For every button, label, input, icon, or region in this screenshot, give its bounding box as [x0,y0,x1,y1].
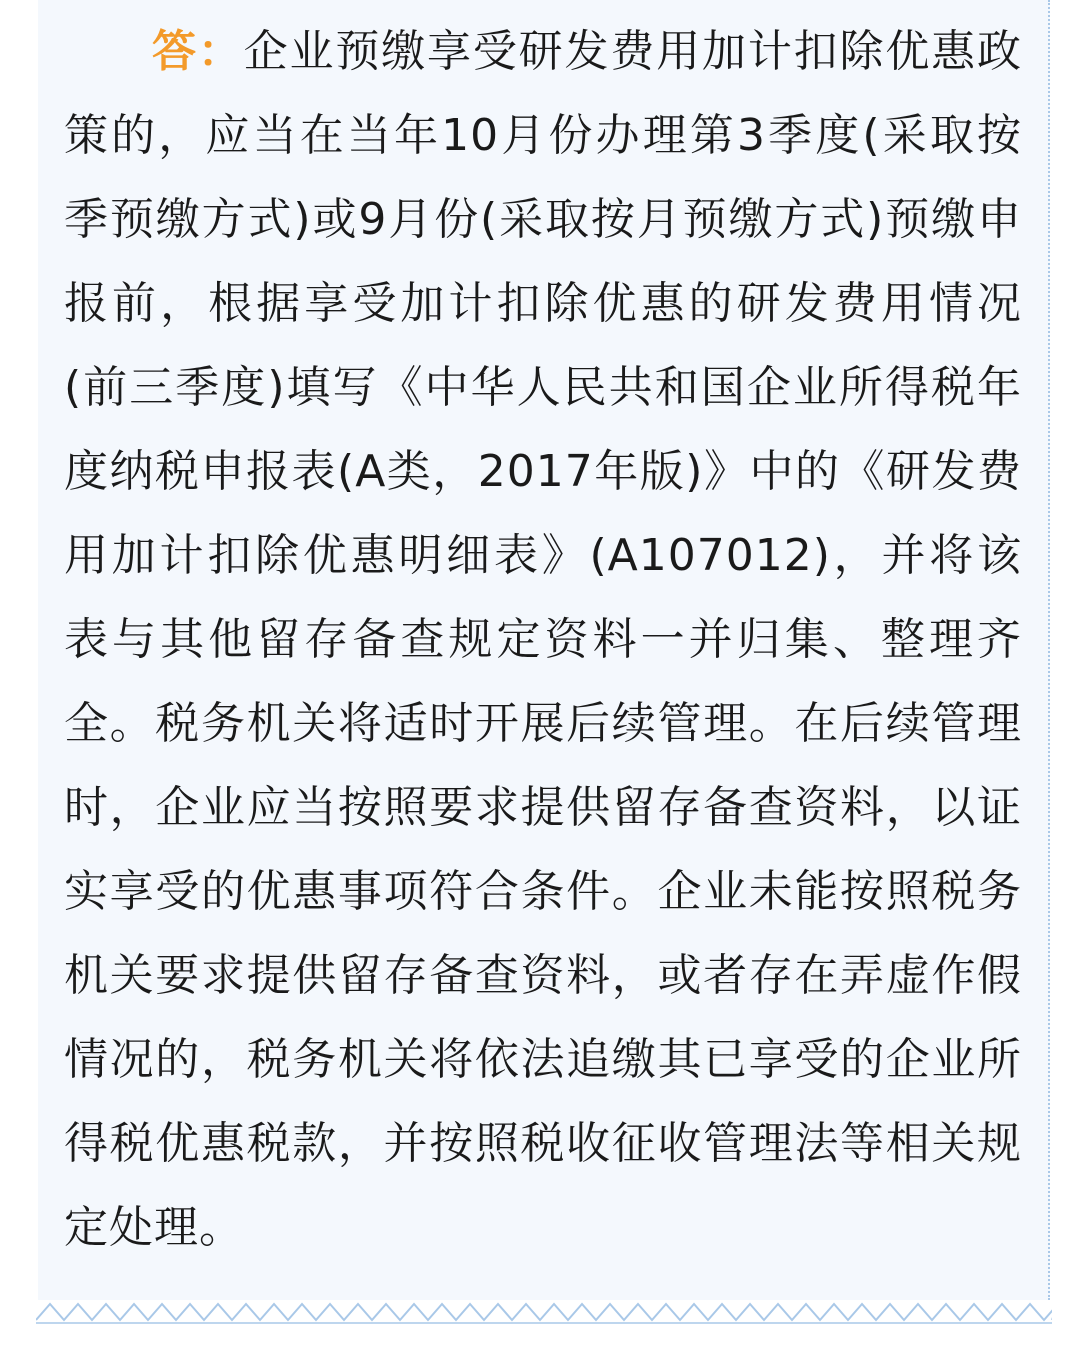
answer-label: 答： [152,26,244,77]
answer-body: 企业预缴享受研发费用加计扣除优惠政策的，应当在当年10月份办理第3季度(采取按季预缴方式)或9月份(采取按月预缴方式)预缴申报前，根据享受加计扣除优惠的研发费用情况(前三季度)填写《中华人民共和国企业所得税年度纳税申报表(A类，2017年版)》中的《研发费用加计扣除优惠明细表》(A107012)，并将该表与其他留存备查规定资料一并归集、整理齐全。税务机关将适时开展后续管理。在后续管理时，企业应当按照要求提供留存备查资料，以证实享受的优惠事项符合条件。企业未能按照税务机关要求提供留存备查资料，或者存在弄虚作假情况的，税务机关将依法追缴其已享受的企业所得税优惠税款，并按照税收征收管理法等相关规定处理。 [64,26,1023,1253]
card-right-border [1048,0,1050,1300]
wave-divider [36,1296,1052,1330]
answer-paragraph [64,10,1022,1270]
